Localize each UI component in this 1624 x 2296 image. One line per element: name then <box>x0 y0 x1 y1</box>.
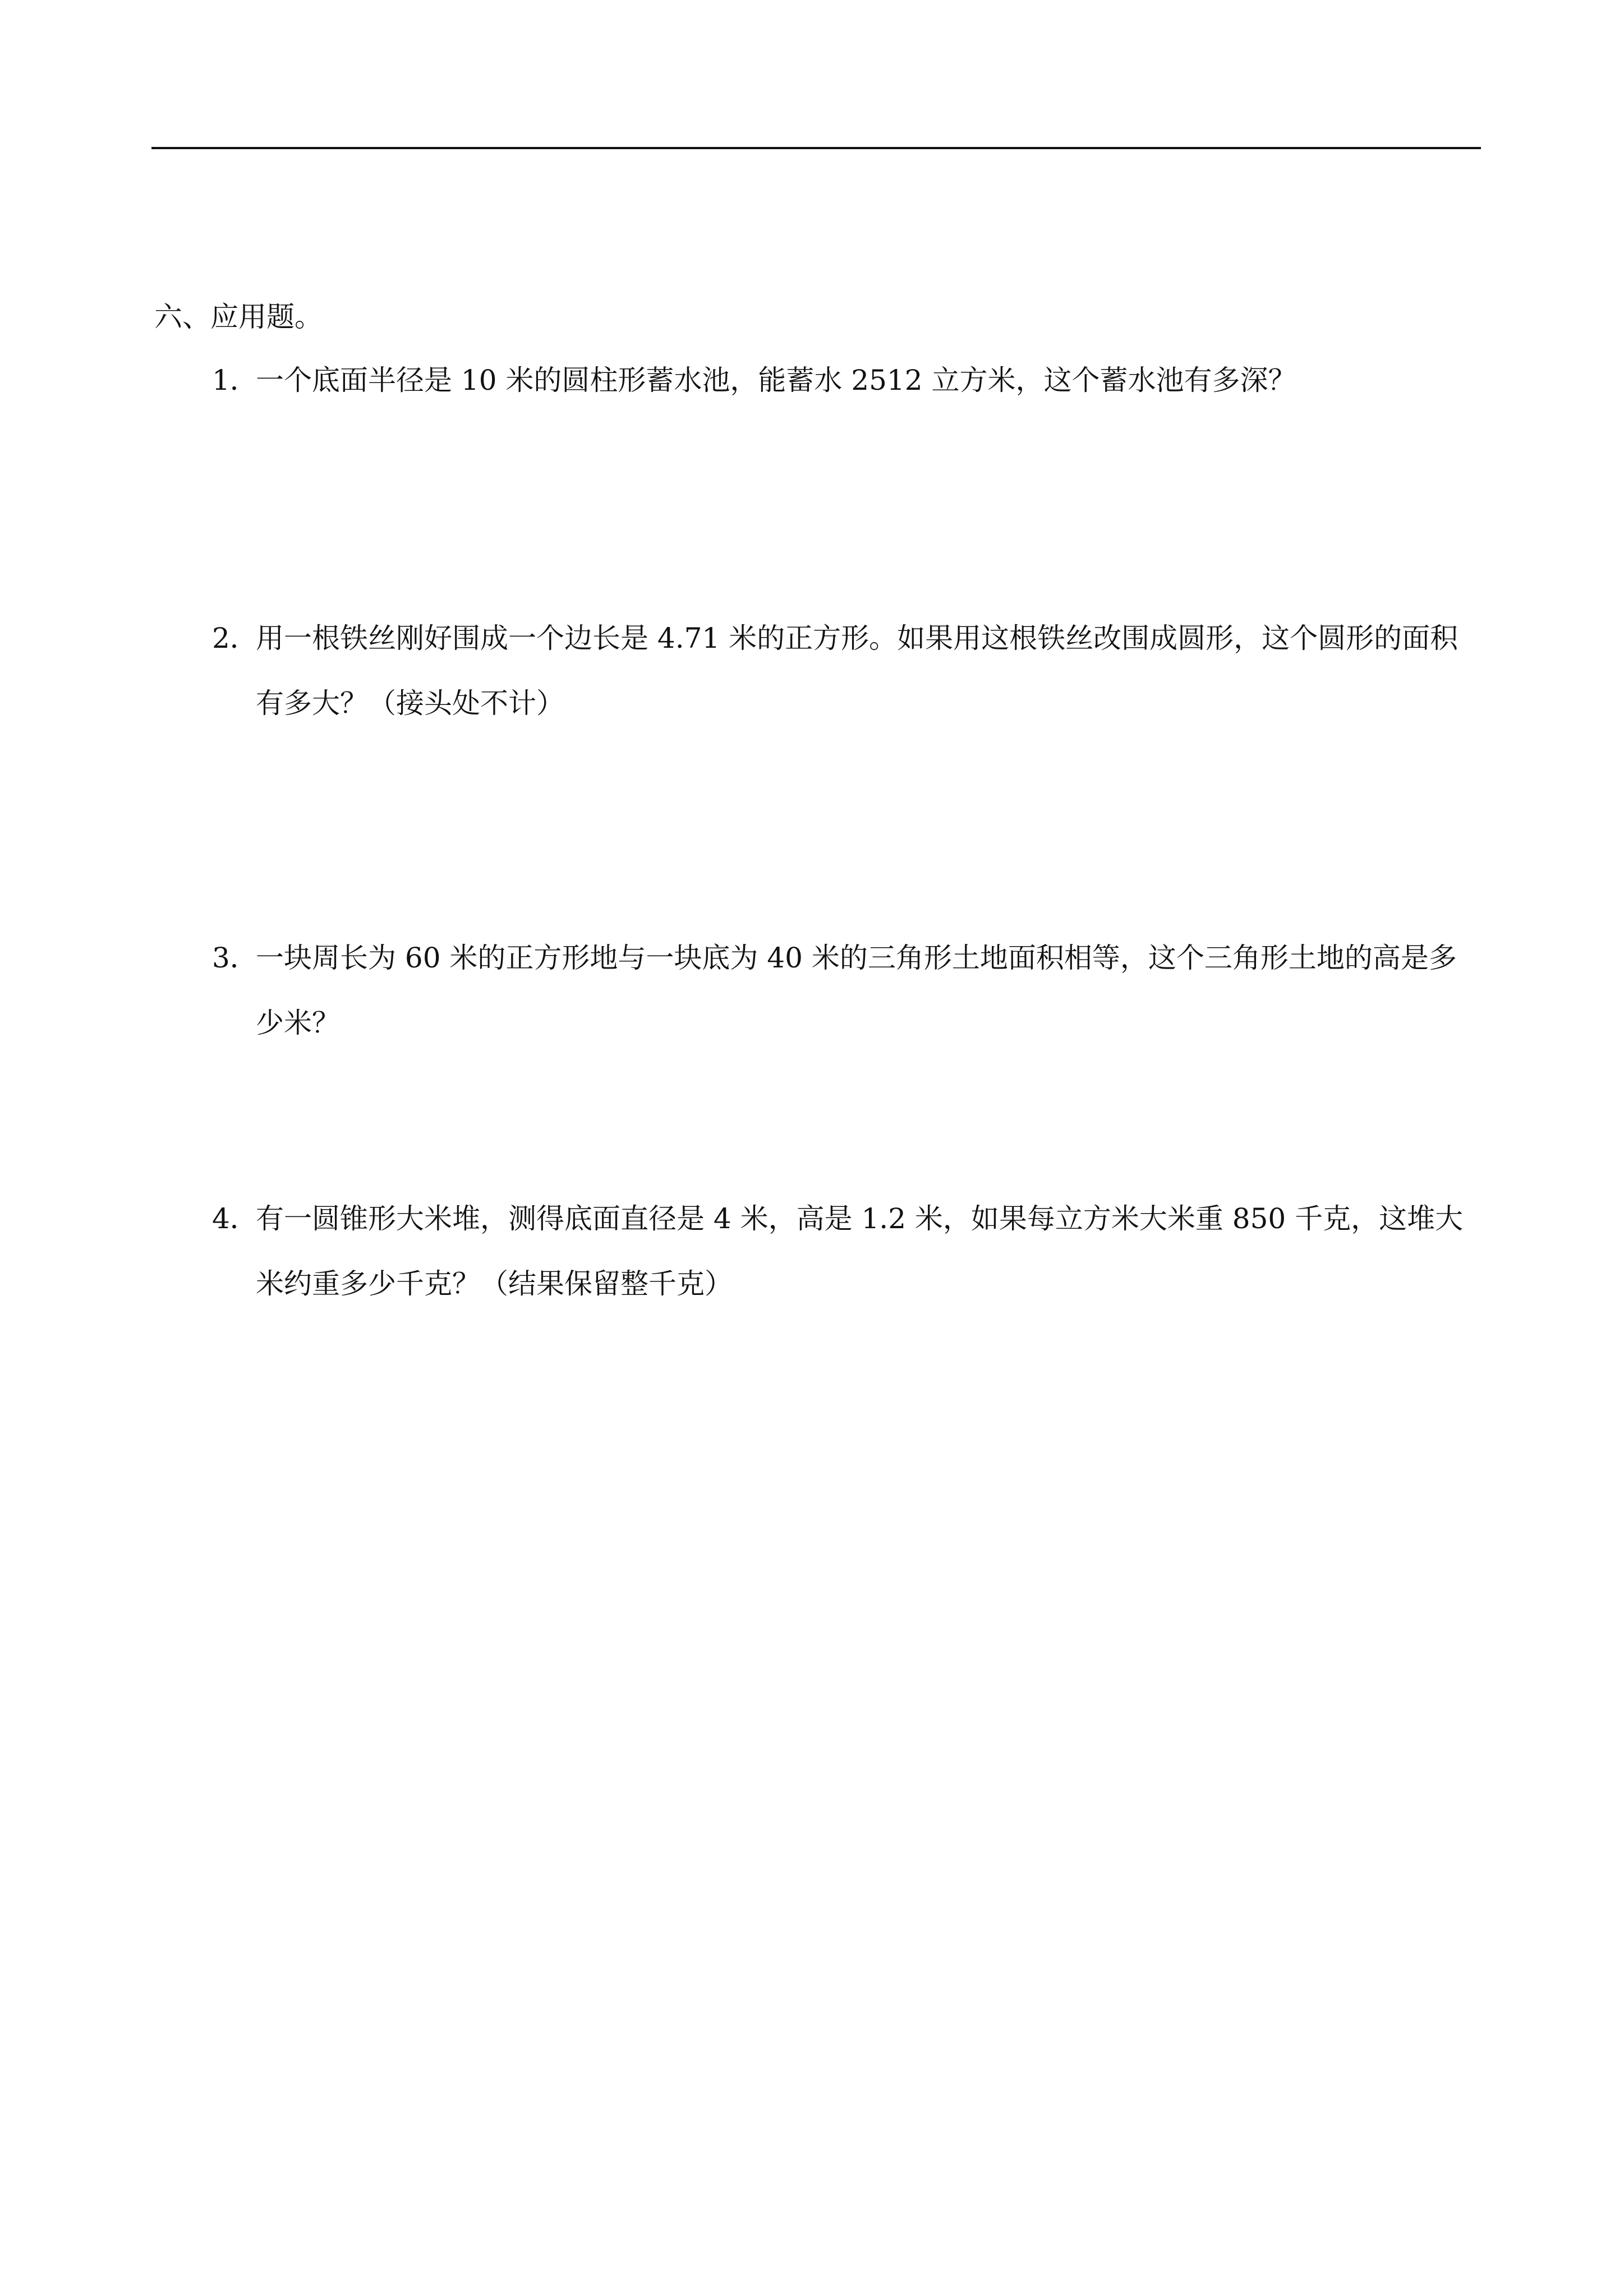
question-continuation: 少米？ <box>256 1007 340 1039</box>
question-continuation: 有多大？（接头处不计） <box>256 687 564 720</box>
question-line <box>212 925 1483 990</box>
question-text: 有一圆锥形大米堆，测得底面直径是 4 米，高是 1.2 米，如果每立方米大米重 850 千克，这堆大 <box>256 1202 1464 1235</box>
question-number: 4． <box>212 1202 258 1235</box>
question-continuation: 米约重多少千克？（结果保留整千克） <box>256 1267 733 1300</box>
question-2 <box>212 606 1483 736</box>
question-number: 2． <box>212 622 258 654</box>
question-line <box>212 606 1483 671</box>
question-4 <box>212 1186 1483 1316</box>
question-text: 用一根铁丝刚好围成一个边长是 4.71 米的正方形。如果用这根铁丝改围成圆形，这个圆形的面积 <box>256 622 1459 654</box>
question-line <box>212 1186 1483 1251</box>
question-text: 一块周长为 60 米的正方形地与一块底为 40 米的三角形土地面积相等，这个三角形土地的高是多 <box>256 942 1457 974</box>
question-text: 一个底面半径是 10 米的圆柱形蓄水池，能蓄水 2512 立方米，这个蓄水池有多深？ <box>256 364 1296 397</box>
section-title: 六、应用题。 <box>154 301 323 333</box>
question-1 <box>212 348 1483 413</box>
question-line <box>212 348 1483 413</box>
question-3 <box>212 925 1483 1055</box>
question-number: 1． <box>212 364 258 397</box>
question-number: 3． <box>212 942 258 974</box>
header-rule <box>151 147 1481 149</box>
